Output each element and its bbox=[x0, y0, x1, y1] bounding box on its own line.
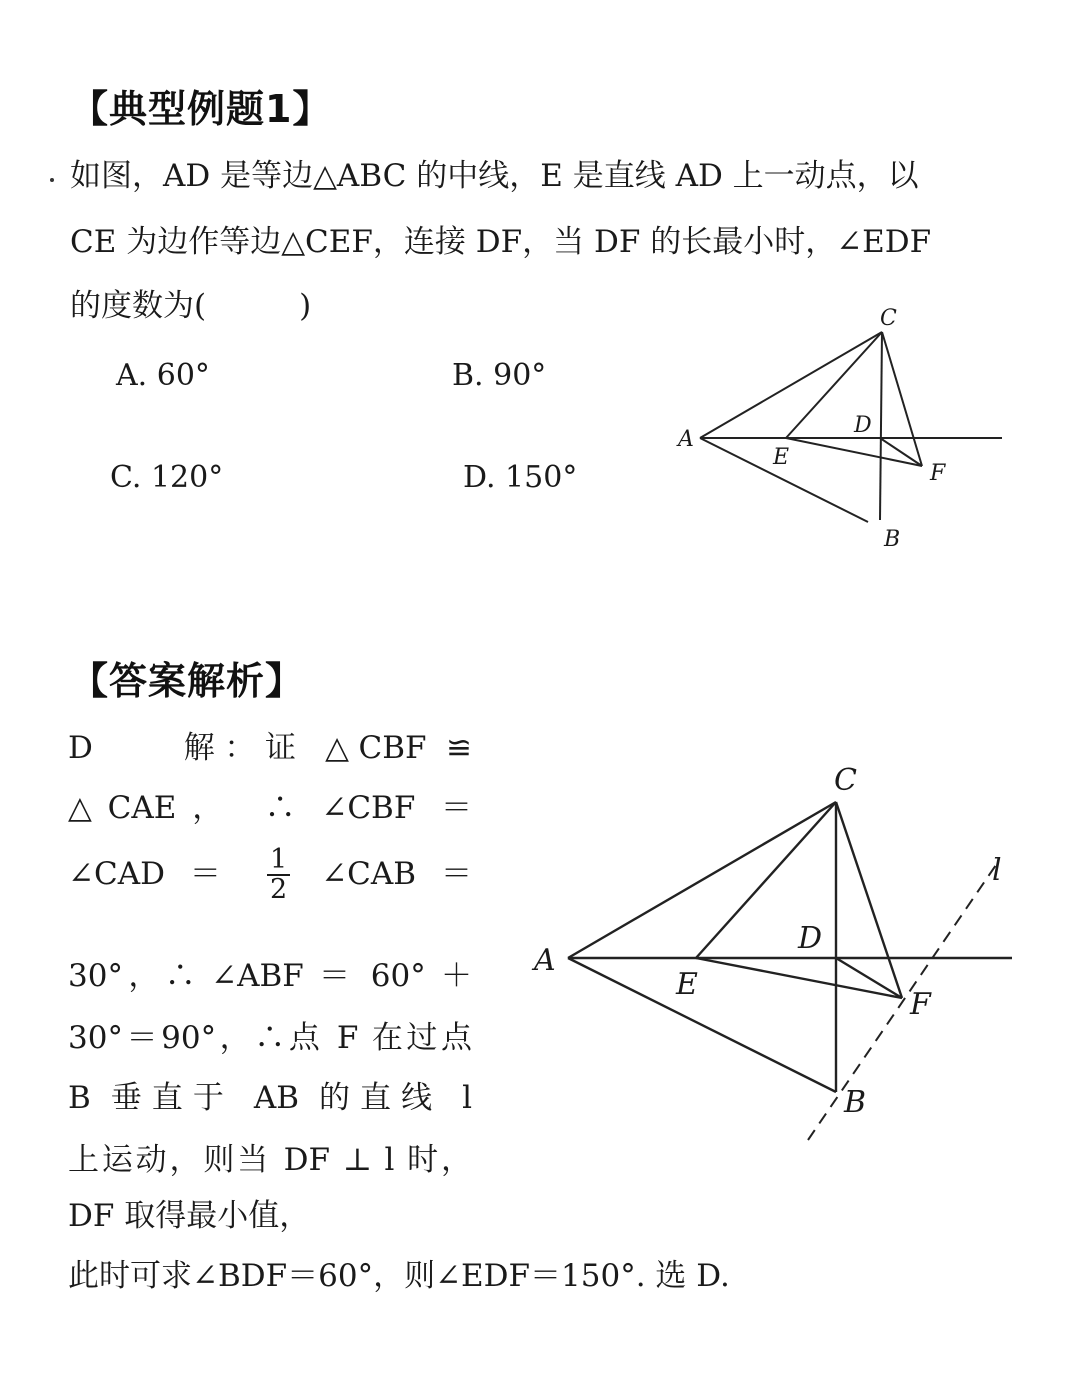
example-heading: 【典型例题1】 bbox=[70, 87, 332, 131]
fig1-label-d: D bbox=[854, 413, 872, 438]
fraction-denominator: 2 bbox=[270, 874, 288, 906]
answer-heading: 【答案解析】 bbox=[70, 659, 305, 703]
option-b[interactable]: B. 90° bbox=[452, 358, 547, 393]
answer-line-2: △CAE， ∴ ∠CBF ＝ bbox=[68, 790, 472, 826]
fig1-label-c: C bbox=[880, 306, 897, 331]
fig2-label-f: F bbox=[910, 987, 931, 1022]
answer-line-3-left: ∠CAD ＝ bbox=[68, 855, 237, 892]
fig2-label-d: D bbox=[798, 921, 823, 956]
fig2-label-l: l bbox=[992, 853, 1002, 888]
fig2-label-c: C bbox=[834, 763, 857, 798]
fig1-label-a: A bbox=[678, 427, 694, 452]
fraction-numerator: 1 bbox=[267, 846, 290, 876]
answer-line-9: 此时可求∠BDF＝60°，则∠EDF＝150°. 选 D. bbox=[68, 1258, 730, 1294]
fig2-segment-cf bbox=[836, 802, 902, 998]
answer-line-1: D 解：证 △CBF ≌ bbox=[68, 730, 472, 766]
fig2-side-ac bbox=[568, 802, 836, 958]
fig2-label-b: B bbox=[844, 1085, 867, 1120]
option-a[interactable]: A. 60° bbox=[116, 358, 210, 393]
answer-line-8: DF 取得最小值， bbox=[68, 1198, 311, 1234]
answer-line-5: 30°＝90°，∴点 F 在过点 bbox=[68, 1020, 472, 1056]
option-d[interactable]: D. 150° bbox=[463, 460, 578, 495]
fig2-label-e: E bbox=[676, 967, 698, 1002]
answer-line-4: 30°，∴ ∠ABF ＝ 60° ＋ bbox=[68, 958, 472, 994]
question-line-3: 的度数为( ) bbox=[70, 288, 312, 324]
answer-line-6: B 垂直于 AB 的直线 l bbox=[68, 1080, 472, 1116]
fig1-label-b: B bbox=[884, 527, 901, 552]
question-line-1: 如图，AD 是等边△ABC 的中线，E 是直线 AD 上一动点，以 bbox=[70, 158, 919, 194]
answer-line-3-right: ∠CAB ＝ bbox=[321, 855, 473, 892]
fig1-label-f: F bbox=[930, 461, 946, 486]
fig1-label-e: E bbox=[773, 445, 790, 470]
answer-line-7: 上运动，则当 DF ⊥ l 时， bbox=[68, 1142, 472, 1178]
fig2-label-a: A bbox=[534, 943, 556, 978]
option-c[interactable]: C. 120° bbox=[110, 460, 224, 495]
question-line-2: CE 为边作等边△CEF，连接 DF，当 DF 的长最小时，∠EDF bbox=[70, 224, 932, 260]
